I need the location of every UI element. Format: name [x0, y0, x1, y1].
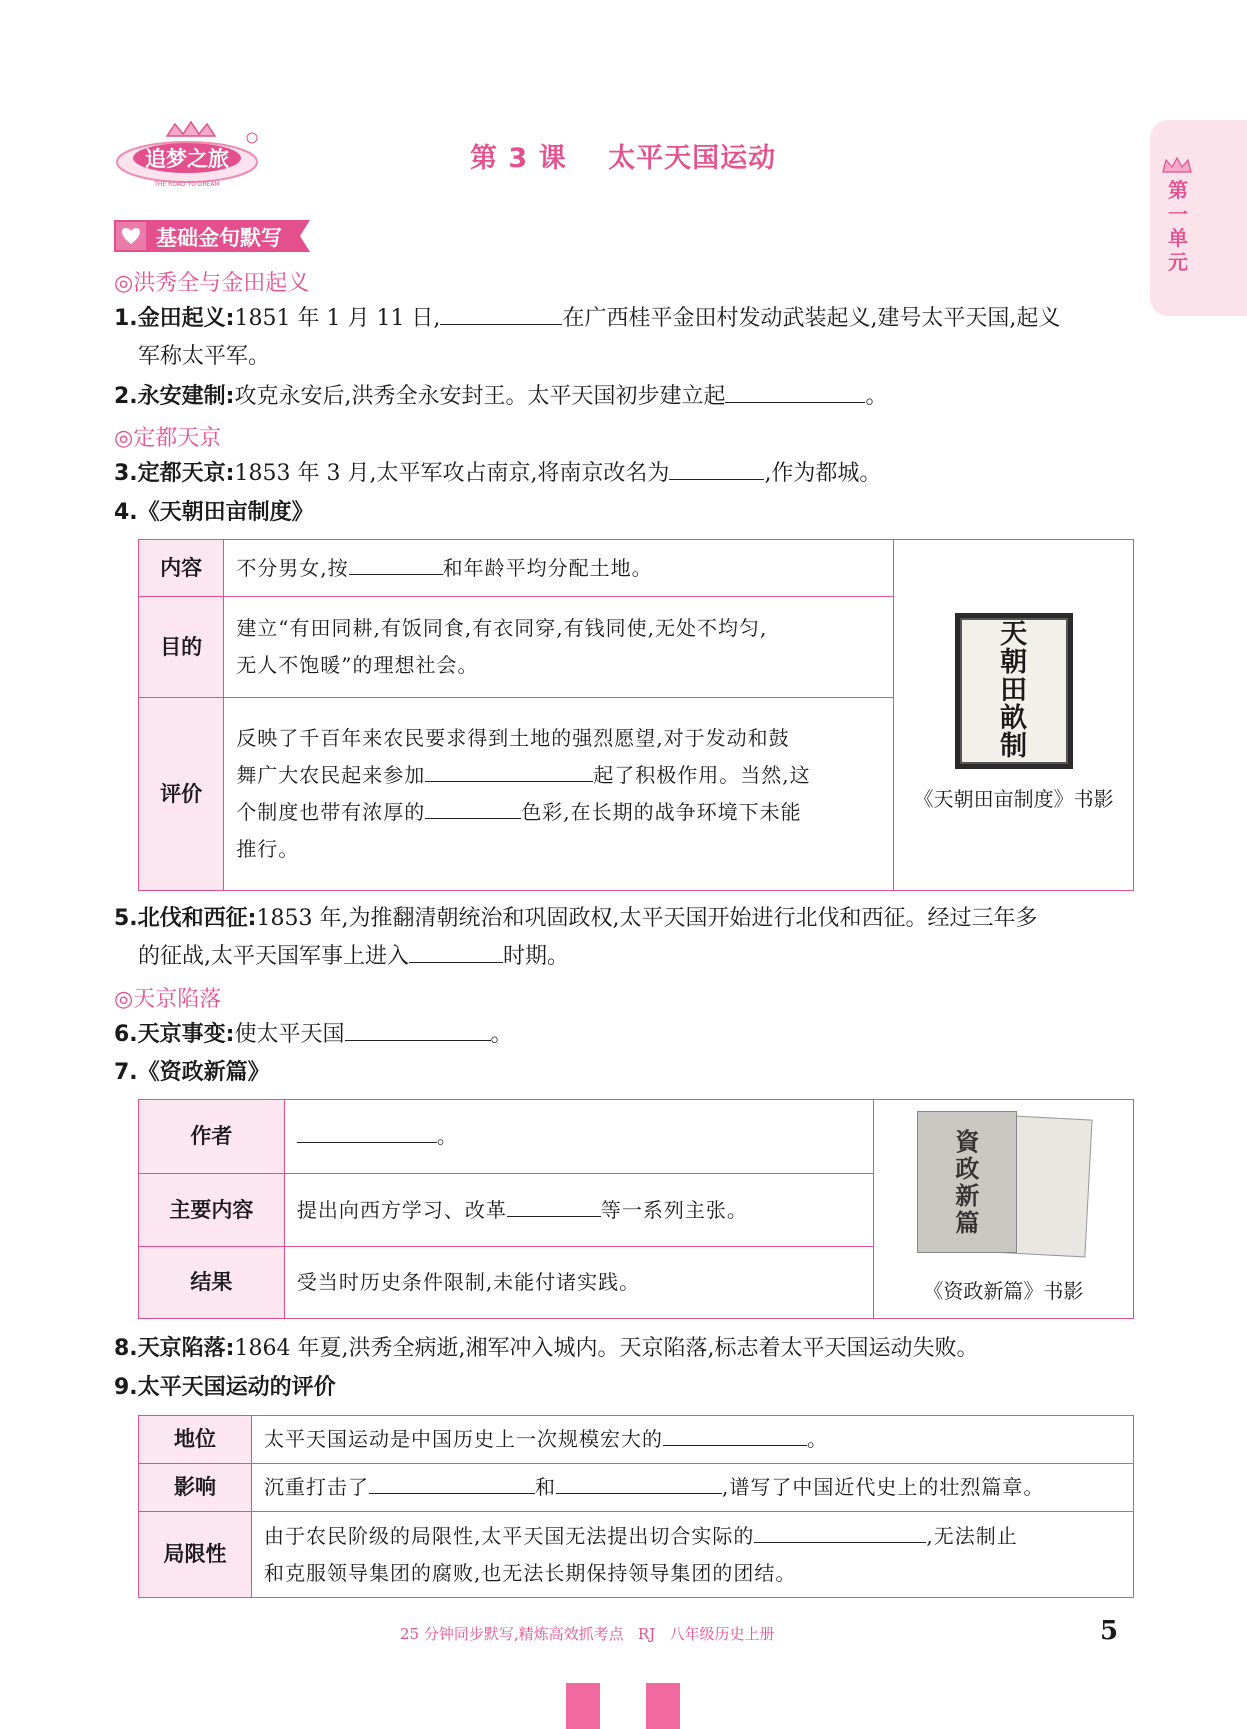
- svg-text:THE ROAD TO DREAM: THE ROAD TO DREAM: [154, 181, 220, 188]
- fill-blank[interactable]: [409, 938, 503, 963]
- content-cell: 不分男女,按 和年龄平均分配土地。: [224, 540, 894, 597]
- fill-blank[interactable]: [349, 550, 443, 575]
- row-header-evaluation: 评价: [139, 698, 224, 891]
- item-6: [114, 1016, 1139, 1054]
- bottom-decor-bar: [566, 1683, 600, 1729]
- item-text: 的征战,太平天国军事上进入: [138, 944, 409, 969]
- row-header-status: 地位: [139, 1416, 252, 1464]
- fill-blank[interactable]: [425, 757, 593, 782]
- item-3: [114, 455, 1139, 493]
- item-text: 在广西桂平金田村发动武装起义,建号太平天国,起义: [562, 306, 1061, 331]
- row-header-author: 作者: [139, 1100, 285, 1174]
- fill-blank[interactable]: [669, 455, 764, 480]
- book-image-cell: [894, 540, 1134, 891]
- crown-icon: [1160, 156, 1194, 174]
- row-header-purpose: 目的: [139, 597, 224, 698]
- status-cell: 太平天国运动是中国历史上一次规模宏大的 。: [252, 1416, 1134, 1464]
- item-5: [114, 900, 1139, 976]
- section-banner-label: 基础金句默写: [156, 226, 282, 250]
- item-text: 1853 年,为推翻清朝统治和巩固政权,太平天国开始进行北伐和西征。经过三年多: [256, 906, 1038, 931]
- item-text: 1851 年 1 月 11 日,: [234, 306, 441, 331]
- item-text: 使太平天国: [234, 1022, 345, 1047]
- side-tab-char: 一: [1168, 202, 1188, 226]
- svg-text:追梦之旅: 追梦之旅: [145, 147, 229, 171]
- item-label: 天京陷落:: [137, 1336, 235, 1361]
- page-number: 5: [1100, 1616, 1119, 1646]
- item-4: [114, 494, 1139, 532]
- item-7: [114, 1054, 1139, 1092]
- fill-blank[interactable]: [507, 1192, 601, 1217]
- side-tab-char: 单: [1168, 226, 1188, 250]
- item-label: 永安建制:: [137, 384, 235, 409]
- author-cell: 。: [284, 1100, 873, 1174]
- row-header-influence: 影响: [139, 1464, 252, 1512]
- item-number: 7.: [114, 1060, 138, 1085]
- footer-text: 25 分钟同步默写,精炼高效抓考点 RJ 八年级历史上册: [400, 1625, 775, 1643]
- row-header-content: 内容: [139, 540, 224, 597]
- zizheng-book-cover-image: 資 政 新 篇: [913, 1109, 1093, 1257]
- image-caption: 《天朝田亩制度》书影: [913, 786, 1114, 811]
- fill-blank[interactable]: [425, 794, 521, 819]
- item-number: 2.: [114, 384, 138, 409]
- item-number: 6.: [114, 1022, 138, 1047]
- item-label: 天京事变:: [137, 1022, 235, 1047]
- image-caption: 《资政新篇》书影: [923, 1278, 1084, 1303]
- subhead-tianjing: ◎定都天京: [114, 426, 222, 451]
- row-header-main-content: 主要内容: [139, 1174, 285, 1247]
- fill-blank[interactable]: [556, 1469, 722, 1494]
- item-number: 4.: [114, 500, 138, 525]
- item-text: ,作为都城。: [764, 461, 882, 486]
- purpose-cell: 建立“有田同耕,有饭同食,有衣同穿,有钱同使,无处不均匀, 无人不饱暖”的理想社会。: [224, 597, 894, 698]
- brand-logo: [112, 118, 262, 198]
- row-header-result: 结果: [139, 1247, 285, 1319]
- fill-blank[interactable]: [345, 1016, 491, 1041]
- item-number: 1.: [114, 306, 138, 331]
- item-label: 金田起义:: [137, 306, 235, 331]
- item-text: 1864 年夏,洪秀全病逝,湘军冲入城内。天京陷落,标志着太平天国运动失败。: [234, 1336, 979, 1361]
- lesson-title: 第 3 课 太平天国运动: [470, 143, 777, 174]
- item-text: 。: [490, 1022, 513, 1047]
- fill-blank[interactable]: [440, 300, 562, 325]
- item-text: 军称太平军。: [138, 344, 271, 369]
- item-text: 。: [865, 384, 888, 409]
- item-label: 太平天国运动的评价: [137, 1375, 336, 1400]
- item-text: 时期。: [503, 944, 570, 969]
- subhead-fall-of-tianjing: ◎天京陷落: [114, 987, 222, 1012]
- side-tab-char: 元: [1168, 250, 1188, 274]
- fill-blank[interactable]: [663, 1421, 807, 1446]
- item-8: [114, 1330, 1139, 1368]
- fill-blank[interactable]: [754, 1518, 926, 1543]
- item-number: 5.: [114, 906, 138, 931]
- evaluation-table: [138, 1415, 1134, 1598]
- item-1: [114, 300, 1139, 376]
- item-2: [114, 378, 1139, 416]
- bottom-decor-bar: [646, 1683, 680, 1729]
- item-label: 北伐和西征:: [137, 906, 257, 931]
- item-number: 3.: [114, 461, 138, 486]
- book-image-cell: [873, 1100, 1133, 1319]
- row-header-limitation: 局限性: [139, 1512, 252, 1598]
- unit-side-tab: [1150, 120, 1247, 316]
- item-9: [114, 1369, 1139, 1407]
- item-label: 《资政新篇》: [137, 1060, 270, 1085]
- fill-blank[interactable]: [297, 1118, 437, 1143]
- influence-cell: 沉重打击了 和 ,谱写了中国近代史上的壮烈篇章。: [252, 1464, 1134, 1512]
- tianchao-book-cover-image: 天 朝 田 畝 制: [955, 613, 1073, 769]
- main-content-cell: 提出向西方学习、改革 等一系列主张。: [284, 1174, 873, 1247]
- fill-blank[interactable]: [369, 1469, 535, 1494]
- item-number: 8.: [114, 1336, 138, 1361]
- new-chapter-table: [138, 1099, 1134, 1319]
- evaluation-cell: 反映了千百年来农民要求得到土地的强烈愿望,对于发动和鼓 舞广大农民起来参加 起了积极作用。当然,这 个制度也带有浓厚的 色彩,在长期的战争环境下未能 推行。: [224, 698, 894, 891]
- item-text: 1853 年 3 月,太平军攻占南京,将南京改名为: [234, 461, 670, 486]
- item-text: 攻克永安后,洪秀全永安封王。太平天国初步建立起: [234, 384, 726, 409]
- subhead-hong-xiuquan: ◎洪秀全与金田起义: [114, 271, 310, 296]
- side-tab-char: 第: [1168, 178, 1188, 202]
- result-cell: 受当时历史条件限制,未能付诸实践。: [284, 1247, 873, 1319]
- fill-blank[interactable]: [725, 378, 865, 403]
- item-label: 《天朝田亩制度》: [137, 500, 314, 525]
- item-label: 定都天京:: [137, 461, 235, 486]
- item-number: 9.: [114, 1375, 138, 1400]
- limitation-cell: 由于农民阶级的局限性,太平天国无法提出切合实际的 ,无法制止 和克服领导集团的腐败,也无法长期保持领导集团的团结。: [252, 1512, 1134, 1598]
- land-system-table: [138, 539, 1134, 891]
